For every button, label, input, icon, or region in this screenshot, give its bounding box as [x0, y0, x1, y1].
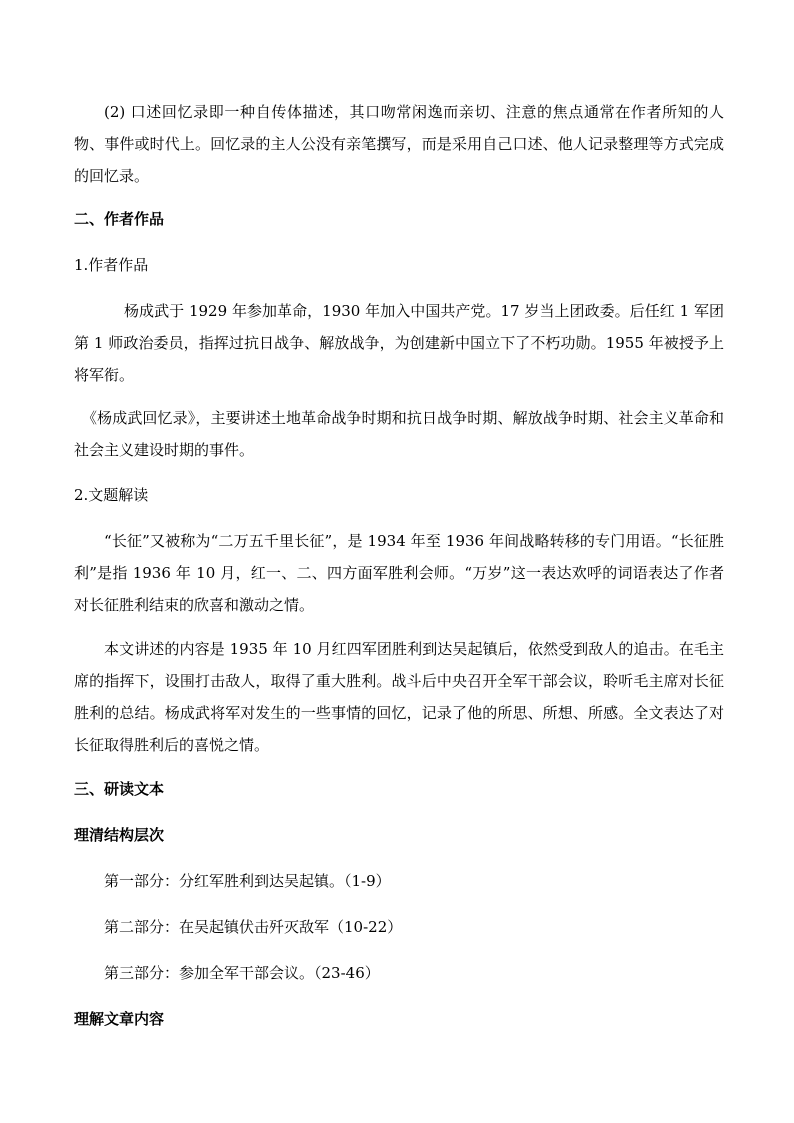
structure-part-2: 第二部分：在吴起镇伏击歼灭敌军（10-22）: [104, 918, 403, 936]
structure-part-3: 第三部分：参加全军干部会议。（23-46）: [104, 964, 380, 982]
paragraph-content-summary: 本文讲述的内容是 1935 年 10 月红四军团胜利到达吴起镇后，依然受到敌人的追击。在毛主席的指挥下，设围打击敌人，取得了重大胜利。战斗后中央召开全军干部会议，聆听毛主席对长征胜利的总结。杨成武将军对发生的一些事情的回忆，记录了他的所思、所想、所感。全文表达了对长征取得胜利后的喜悦之情。: [74, 640, 724, 754]
subheading-title-interpretation: 2.文题解读: [74, 486, 149, 504]
subheading-author-works: 1.作者作品: [74, 256, 149, 274]
paragraph-long-march: “长征”又被称为“二万五千里长征”，是 1934 年至 1936 年间战略转移的专门用语。“长征胜利”是指 1936 年 10 月，红一、二、四方面军胜利会师。“万岁”这一表达欢呼的词语表达了作者对长征胜利结束的欣喜和激动之情。: [74, 532, 724, 614]
heading-structure: 理清结构层次: [74, 826, 165, 844]
structure-part-1: 第一部分：分红军胜利到达吴起镇。（1-9）: [104, 872, 391, 890]
heading-study-text: 三、研读文本: [74, 780, 165, 798]
paragraph-author-bio: 杨成武于 1929 年参加革命，1930 年加入中国共产党。17 岁当上团政委。后任红 1 军团第 1 师政治委员，指挥过抗日战争、解放战争，为创建新中国立下了不朽功勋。1955 年被授予上将军衔。: [74, 302, 724, 384]
heading-understand-content: 理解文章内容: [74, 1010, 165, 1028]
heading-author-works: 二、作者作品: [74, 210, 165, 228]
paragraph-memoir-summary: 《杨成武回忆录》，主要讲述土地革命战争时期和抗日战争时期、解放战争时期、社会主义革命和社会主义建设时期的事件。: [74, 409, 724, 459]
paragraph-oral-memoir: (2) 口述回忆录即一种自传体描述，其口吻常闲逸而亲切、注意的焦点通常在作者所知的人物、事件或时代上。回忆录的主人公没有亲笔撰写，而是采用自己口述、他人记录整理等方式完成的回忆录。: [74, 103, 724, 185]
